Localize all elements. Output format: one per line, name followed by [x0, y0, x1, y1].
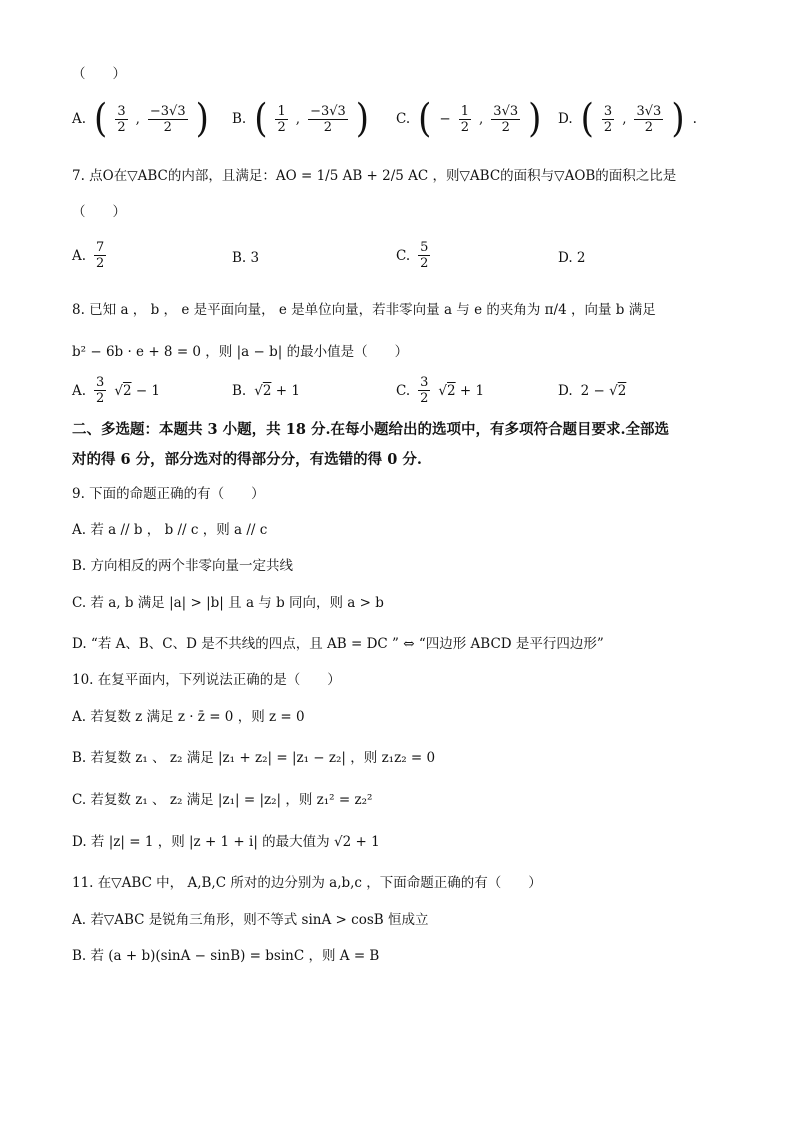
q10-option-c[interactable]: C. 若复数 z₁ 、 z₂ 满足 |z₁| = |z₂| ，则 z₁² = z₂² — [72, 792, 373, 808]
q11-option-a[interactable]: A. 若▽ABC 是锐角三角形，则不等式 sinA > cosB 恒成立 — [72, 912, 429, 928]
section2-heading-line2: 对的得 6 分，部分选对的得部分分，有选错的得 0 分. — [72, 451, 422, 468]
q11-option-b[interactable]: B. 若 (a + b)(sinA − sinB) = bsinC ，则 A = B — [72, 948, 380, 964]
q6-option-c[interactable]: C. ( − $\frac{1}{2}$ , $\frac{3√3}{2}$ ) — [396, 96, 542, 142]
q6-option-a[interactable]: A. ( $\frac{3}{2}$ , $\frac{-3√3}{2}$ ) — [72, 96, 209, 142]
q9-option-d[interactable]: D. “若 A、B、C、D 是不共线的四点，且 AB = DC ” ⇔ “四边形 ABCD 是平行四边形” — [72, 636, 604, 652]
q10-stem: 10. 在复平面内，下列说法正确的是（ ） — [72, 672, 341, 688]
q8-option-a[interactable]: A. $\frac{3}{2}$ √2 − 1 — [72, 375, 161, 406]
q6-option-d[interactable]: D. ( $\frac{3}{2}$ , $\frac{3√3}{2}$ ) . — [558, 96, 697, 142]
q8-option-d[interactable]: D. 2 − √2 — [558, 383, 627, 399]
q9-option-b[interactable]: B. 方向相反的两个非零向量一定共线 — [72, 558, 294, 574]
q8-option-b[interactable]: B. √2 + 1 — [232, 383, 300, 399]
q7-stem: 7. 点O在▽ABC的内部，且满足：AO = 1/5 AB + 2/5 AC ，则▽ABC的面积与▽AOB的面积之比是 — [72, 168, 677, 184]
q9-option-a[interactable]: A. 若 a // b ， b // c ，则 a // c — [72, 522, 268, 538]
q7-blank: （ ） — [72, 204, 126, 220]
q8-stem-line2: b² − 6b · e + 8 = 0 ，则 |a − b| 的最小值是（ ） — [72, 344, 409, 360]
q8-stem-line1: 8. 已知 a ， b ， e 是平面向量， e 是单位向量，若非零向量 a 与 e 的夹角为 π/4 ，向量 b 满足 — [72, 302, 656, 318]
q7-option-a[interactable]: A. $\frac{7}{2}$ — [72, 240, 105, 271]
q9-stem: 9. 下面的命题正确的有（ ） — [72, 486, 265, 502]
q6-blank: （ ） — [72, 66, 126, 82]
q9-option-c[interactable]: C. 若 a, b 满足 |a| > |b| 且 a 与 b 同向，则 a > b — [72, 595, 384, 611]
section2-heading-line1: 二、多选题：本题共 3 小题，共 18 分.在每小题给出的选项中，有多项符合题目要求.全部选 — [72, 421, 670, 438]
q7-option-d[interactable]: D. 2 — [558, 250, 586, 266]
q8-option-c[interactable]: C. $\frac{3}{2}$ √2 + 1 — [396, 375, 485, 406]
q10-option-d[interactable]: D. 若 |z| = 1 ，则 |z + 1 + i| 的最大值为 √2 + 1 — [72, 834, 380, 850]
q6-option-b[interactable]: B. ( $\frac{1}{2}$ , $\frac{-3√3}{2}$ ) — [232, 96, 370, 142]
q11-stem: 11. 在▽ABC 中， A,B,C 所对的边分别为 a,b,c ，下面命题正确的有（ ） — [72, 875, 542, 891]
q7-option-b[interactable]: B. 3 — [232, 250, 260, 266]
q10-option-a[interactable]: A. 若复数 z 满足 z · z̄ = 0 ，则 z = 0 — [72, 709, 305, 725]
q7-option-c[interactable]: C. $\frac{5}{2}$ — [396, 240, 429, 271]
q10-option-b[interactable]: B. 若复数 z₁ 、 z₂ 满足 |z₁ + z₂| = |z₁ − z₂| ，则 z₁z₂ = 0 — [72, 750, 436, 766]
